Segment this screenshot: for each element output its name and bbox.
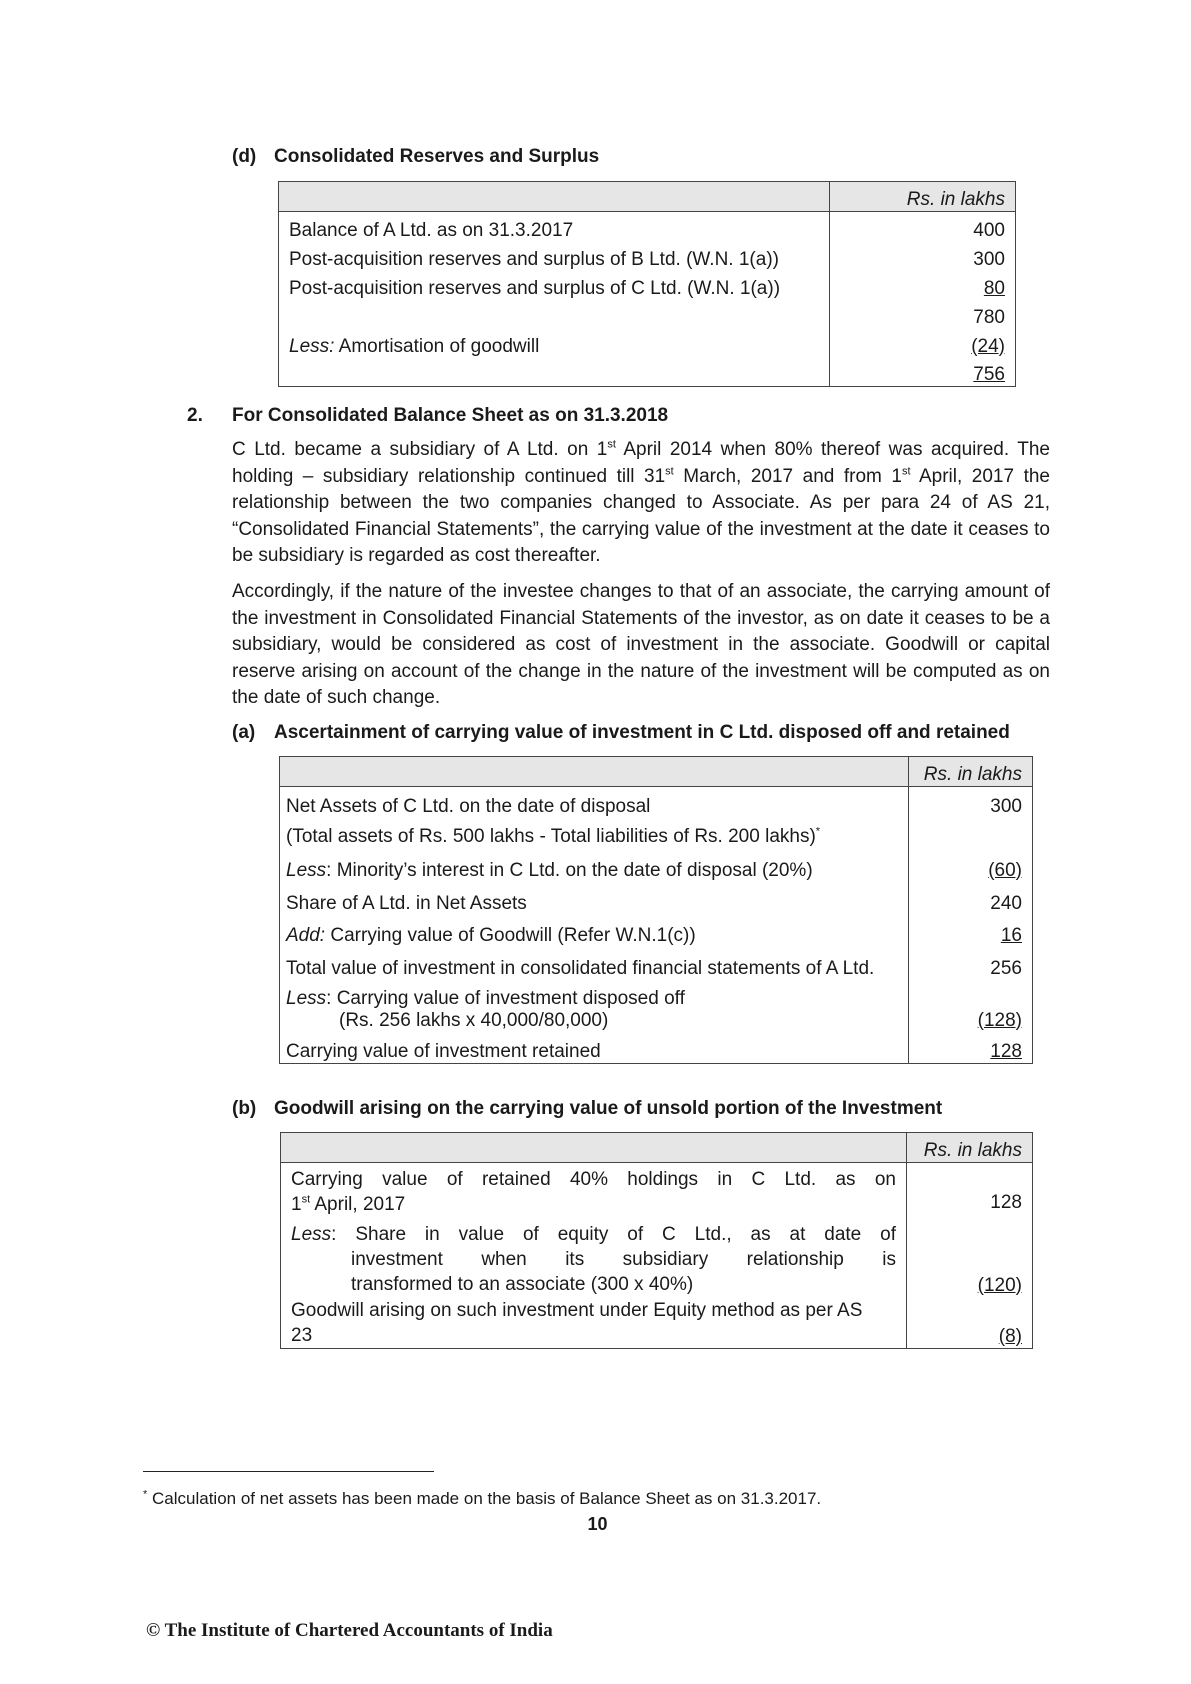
section-2-title: For Consolidated Balance Sheet as on 31.3.2018 (232, 405, 669, 426)
reserves-unit-header: Rs. in lakhs (830, 182, 1016, 212)
row-label: Less: Share in value of equity of C Ltd., as at date of investment when its subsidiary relationship is transformed to an associate (300 x 40%) (281, 1217, 907, 1297)
row-label: Net Assets of C Ltd. on the date of disposal (280, 787, 909, 818)
reserves-table (278, 181, 1016, 387)
row-amount: (120) (977, 1274, 1022, 1296)
table-row (280, 915, 1033, 947)
footnote (143, 1489, 821, 1509)
table-row (279, 212, 1016, 242)
row-label (279, 300, 830, 329)
row-label: Post-acquisition reserves and surplus of C Ltd. (W.N. 1(a)) (279, 271, 830, 300)
row-label: Balance of A Ltd. as on 31.3.2017 (279, 212, 830, 242)
reserves-table-header-blank (279, 182, 830, 212)
table-row (280, 947, 1033, 980)
row-label: Goodwill arising on such investment under Equity method as per AS 23 (281, 1297, 907, 1349)
row-label: (Total assets of Rs. 500 lakhs - Total liabilities of Rs. 200 lakhs)* (280, 818, 909, 848)
section-b-title: Goodwill arising on the carrying value of unsold portion of the Investment (274, 1098, 943, 1119)
paragraph-2: Accordingly, if the nature of the investee changes to that of an associate, the carrying amount of the investment in Consolidated Financial Statements of the investor, as on date it ceases to be a subsidiary, would be considered as cost of investment in the associate. Goodwill or capital reserve arising on account of the change in the nature of the investment will be computed as on the date of such change. (232, 581, 1050, 708)
investment-table-header-blank (280, 757, 909, 787)
row-amount: 128 (990, 1041, 1022, 1062)
investment-unit-header: Rs. in lakhs (909, 757, 1033, 787)
row-label: Carrying value of retained 40% holdings in C Ltd. as on 1st April, 2017 (281, 1163, 907, 1217)
section-d-title: Consolidated Reserves and Surplus (274, 146, 600, 167)
row-amount: 16 (1000, 924, 1022, 946)
row-prefix: Less: (289, 335, 335, 357)
row-amount: 300 (909, 787, 1033, 818)
section-2-number: 2. (187, 405, 203, 426)
footnote-text: Calculation of net assets has been made on the basis of Balance Sheet as on 31.3.2017. (147, 1489, 822, 1508)
row-amount: 780 (830, 300, 1016, 329)
section-2-heading (187, 405, 668, 427)
footnote-divider (143, 1471, 434, 1472)
table-row (280, 848, 1033, 882)
footnote-mark: * (143, 1488, 148, 1501)
section-d-heading (232, 146, 599, 168)
section-b-label: (b) (232, 1098, 257, 1119)
section-a-label: (a) (232, 722, 256, 743)
footnote-mark: * (815, 825, 821, 838)
table-row (280, 882, 1033, 915)
goodwill-table-header-blank (281, 1133, 907, 1163)
row-amount: 240 (909, 882, 1033, 915)
table-row (281, 1297, 1033, 1349)
row-amount: (60) (988, 859, 1022, 881)
row-label: Less: Carrying value of investment disposed off (Rs. 256 lakhs x 40,000/80,000) (280, 980, 909, 1032)
table-row (281, 1217, 1033, 1297)
row-amount: 80 (983, 277, 1005, 299)
table-row (280, 787, 1033, 818)
row-amount: (24) (971, 335, 1005, 357)
row-amount: (8) (998, 1326, 1022, 1347)
table-row (279, 242, 1016, 271)
row-label (279, 358, 830, 387)
row-label: Share of A Ltd. in Net Assets (280, 882, 909, 915)
table-row (281, 1163, 1033, 1217)
copyright: © The Institute of Chartered Accountants of India (146, 1620, 553, 1641)
investment-table (279, 756, 1033, 1064)
section-a-title: Ascertainment of carrying value of investment in C Ltd. disposed off and retained (274, 722, 1010, 743)
row-label-text: Amortisation of goodwill (334, 335, 540, 357)
goodwill-table (280, 1132, 1033, 1349)
row-amount: 300 (830, 242, 1016, 271)
row-amount: (128) (977, 1009, 1022, 1031)
table-row (279, 329, 1016, 358)
row-label: Total value of investment in consolidated financial statements of A Ltd. (280, 947, 909, 980)
row-label: Carrying value of investment retained (280, 1032, 909, 1064)
row-label: Add: Carrying value of Goodwill (Refer W.N.1(c)) (280, 915, 909, 947)
row-amount: 256 (909, 947, 1033, 980)
paragraph-1: C Ltd. became a subsidiary of A Ltd. on 1st April 2014 when 80% thereof was acquired. The holding – subsidiary relationship continued till 31st March, 2017 and from 1st April, 2017 the relationship between the two companies changed to Associate. As per para 24 of AS 21, “Consolidated Financial Statements”, the carrying value of the investment at the date it ceases to be subsidiary is regarded as cost thereafter. (232, 438, 1051, 566)
section-a-heading (232, 722, 1010, 744)
table-row (280, 1032, 1033, 1064)
table-row (280, 818, 1033, 848)
table-row (279, 271, 1016, 300)
section-b-heading (232, 1098, 942, 1120)
row-amount: 400 (830, 212, 1016, 242)
section-d-label: (d) (232, 146, 257, 167)
table-row (279, 300, 1016, 329)
row-amount: 128 (907, 1163, 1033, 1217)
row-label: Post-acquisition reserves and surplus of B Ltd. (W.N. 1(a)) (279, 242, 830, 271)
goodwill-unit-header: Rs. in lakhs (907, 1133, 1033, 1163)
table-row (280, 980, 1033, 1032)
table-row (279, 358, 1016, 387)
row-amount: 756 (973, 364, 1005, 385)
row-label (279, 329, 830, 358)
row-label: Less: Minority’s interest in C Ltd. on the date of disposal (20%) (280, 848, 909, 882)
page-number: 10 (587, 1514, 608, 1534)
